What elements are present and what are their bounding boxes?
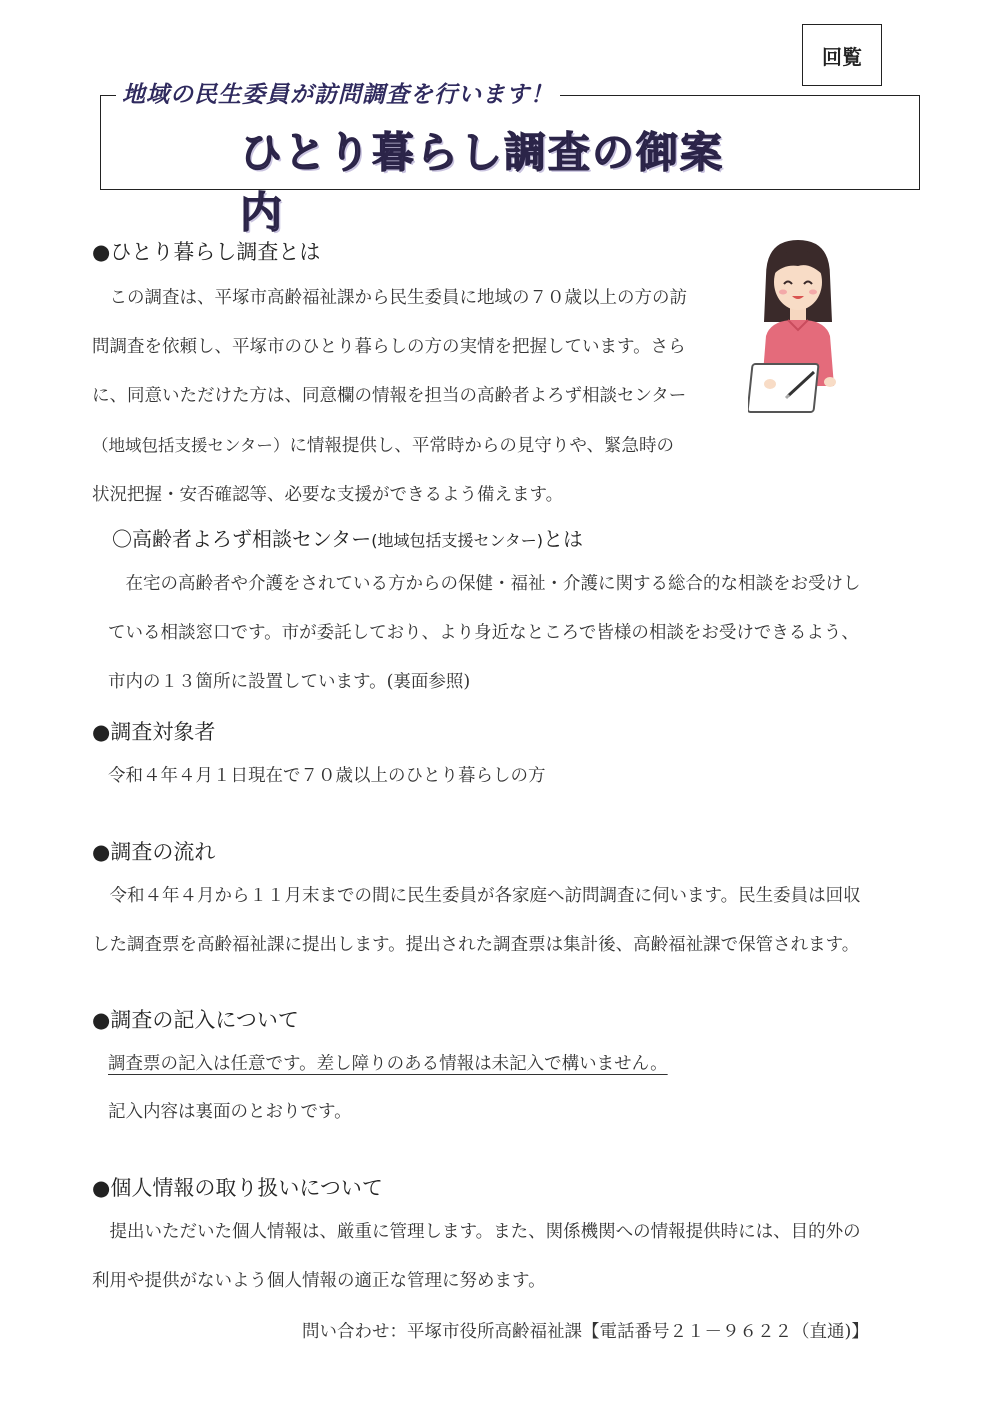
about-line-4 xyxy=(92,421,732,471)
flow-line-2: した調査票を高齢福祉課に提出します。提出された調査票は集計後、高齢福祉課で保管されます。 xyxy=(92,935,860,955)
about-line-5: 状況把握・安否確認等、必要な支援ができるよう備えます。 xyxy=(92,485,564,505)
woman-with-clipboard-illustration xyxy=(748,236,848,416)
privacy-line-1: 提出いただいた個人情報は、厳重に管理します。また、関係機関への情報提供時には、目的外の xyxy=(109,1222,861,1242)
entry-line-1 xyxy=(108,1040,928,1088)
about-line-4-text: に情報提供し、平常時からの見守りや、緊急時の xyxy=(289,436,674,456)
privacy-line-2: 利用や提供がないよう個人情報の適正な管理に努めます。 xyxy=(92,1271,546,1291)
flow-body xyxy=(92,872,922,970)
flow-line-1: 令和４年４月から１１月末までの間に民生委員が各家庭へ訪問調査に伺います。民生委員は回収 xyxy=(109,886,861,906)
heading-center-tail: とは xyxy=(543,527,584,551)
about-line-3-text: に、同意いただけた方は、同意欄の情報を担当の xyxy=(92,386,477,406)
target-text: 令和４年４月１日現在で７０歳以上のひとり暮らしの方 xyxy=(108,766,546,786)
about-body xyxy=(92,274,732,520)
about-line-3 xyxy=(92,372,732,421)
heading-center xyxy=(112,523,583,552)
center-name-inline: 高齢者よろず相談センター xyxy=(477,386,687,406)
circulation-label: 回覧 xyxy=(802,24,882,86)
heading-entry: ●調査の記入について xyxy=(92,1008,299,1032)
heading-center-main: 〇高齢者よろず相談センター xyxy=(112,527,372,551)
page-subtitle: 地域の民生委員が訪問調査を行います！ xyxy=(116,76,560,109)
page-title: ひとり暮らし調査の御案内 xyxy=(240,128,725,237)
entry-line-1-text: 調査票の記入は任意です。差し障りのある情報は未記入で構いません。 xyxy=(108,1054,668,1074)
contact-info: 問い合わせ：平塚市役所高齢福祉課【電話番号２１－９６２２（直通)】 xyxy=(302,1322,869,1342)
center-line-3: 市内の１３箇所に設置しています。(裏面参照) xyxy=(108,672,471,692)
center-line-2: ている相談窓口です。市が委託しており、より身近なところで皆様の相談をお受けできるよう、 xyxy=(108,623,859,643)
heading-privacy: ●個人情報の取り扱いについて xyxy=(92,1176,383,1200)
center-alt-name-inline: （地域包括支援センター） xyxy=(92,436,290,455)
heading-center-paren: (地域包括支援センター) xyxy=(371,531,544,550)
heading-about: ●ひとり暮らし調査とは xyxy=(92,240,321,264)
heading-target: ●調査対象者 xyxy=(92,720,216,744)
center-body xyxy=(108,560,928,707)
heading-flow: ●調査の流れ xyxy=(92,840,216,864)
entry-body xyxy=(108,1040,928,1136)
privacy-body xyxy=(92,1208,922,1306)
center-line-1: 在宅の高齢者や介護をされている方からの保健・福祉・介護に関する総合的な相談をお受けし xyxy=(125,574,861,594)
about-line-2: 問調査を依頼し、平塚市のひとり暮らしの方の実情を把握しています。さら xyxy=(92,337,686,357)
entry-line-2: 記入内容は裏面のとおりです。 xyxy=(108,1102,352,1122)
about-line-1: この調査は、平塚市高齢福祉課から民生委員に地域の７０歳以上の方の訪 xyxy=(109,288,687,308)
